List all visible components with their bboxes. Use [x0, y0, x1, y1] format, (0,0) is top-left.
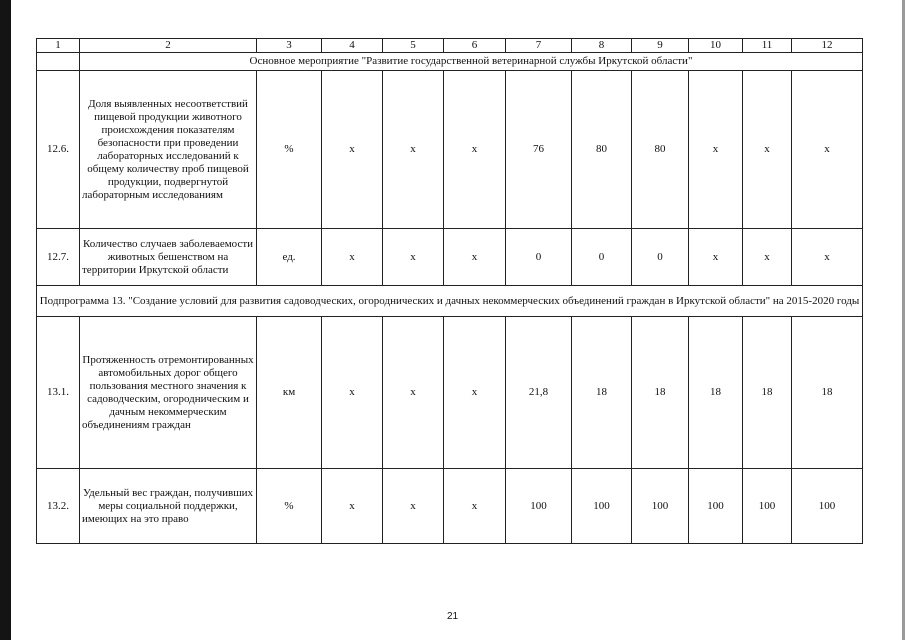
- value-cell: 100: [792, 469, 863, 544]
- value-cell: х: [444, 317, 506, 469]
- column-number: 5: [383, 39, 444, 53]
- column-number-row: [37, 39, 863, 53]
- section-subprogram-row: [37, 286, 863, 317]
- value-cell: 18: [792, 317, 863, 469]
- indicator-name: Удельный вес граждан, получивших меры социальной поддержки, имеющих на это право: [80, 469, 257, 544]
- column-number: 4: [322, 39, 383, 53]
- value-cell: 100: [743, 469, 792, 544]
- value-cell: 76: [506, 71, 572, 229]
- column-number: 10: [689, 39, 743, 53]
- value-cell: х: [444, 229, 506, 286]
- unit: км: [257, 317, 322, 469]
- value-cell: 100: [572, 469, 632, 544]
- unit: ед.: [257, 229, 322, 286]
- value-cell: х: [322, 229, 383, 286]
- value-cell: 0: [506, 229, 572, 286]
- value-cell: х: [383, 71, 444, 229]
- value-cell: х: [383, 229, 444, 286]
- value-cell: х: [689, 229, 743, 286]
- value-cell: х: [383, 317, 444, 469]
- row-number: 13.2.: [37, 469, 80, 544]
- value-cell: 0: [572, 229, 632, 286]
- unit: %: [257, 71, 322, 229]
- value-cell: 80: [632, 71, 689, 229]
- section-title: Основное мероприятие "Развитие государственной ветеринарной службы Иркутской области": [80, 53, 863, 71]
- value-cell: х: [322, 317, 383, 469]
- indicators-table-body: [37, 39, 863, 544]
- value-cell: х: [743, 229, 792, 286]
- section-main-event-row: [37, 53, 863, 71]
- column-number: 6: [444, 39, 506, 53]
- column-number: 12: [792, 39, 863, 53]
- row-number: 12.7.: [37, 229, 80, 286]
- unit: %: [257, 469, 322, 544]
- column-number: 2: [80, 39, 257, 53]
- value-cell: 18: [632, 317, 689, 469]
- value-cell: 100: [689, 469, 743, 544]
- empty-cell: [37, 53, 80, 71]
- value-cell: х: [792, 71, 863, 229]
- value-cell: 100: [506, 469, 572, 544]
- value-cell: 18: [743, 317, 792, 469]
- column-number: 8: [572, 39, 632, 53]
- value-cell: х: [743, 71, 792, 229]
- scan-left-edge: [0, 0, 11, 640]
- value-cell: х: [444, 71, 506, 229]
- value-cell: х: [792, 229, 863, 286]
- column-number: 7: [506, 39, 572, 53]
- row-number: 12.6.: [37, 71, 80, 229]
- value-cell: 80: [572, 71, 632, 229]
- table-row: [37, 71, 863, 229]
- value-cell: х: [383, 469, 444, 544]
- value-cell: 21,8: [506, 317, 572, 469]
- section-title: Подпрограмма 13. "Создание условий для развития садоводческих, огороднических и дачных некоммерческих объединений граждан в Иркутской области" на 2015-2020 годы: [37, 286, 863, 317]
- value-cell: 18: [689, 317, 743, 469]
- indicator-name: Количество случаев заболеваемости животных бешенством на территории Иркутской области: [80, 229, 257, 286]
- row-number: 13.1.: [37, 317, 80, 469]
- indicator-name: Протяженность отремонтированных автомобильных дорог общего пользования местного значения к садоводческим, огородническим и дачным некоммерческим объединениям граждан: [80, 317, 257, 469]
- indicators-table: [36, 38, 863, 544]
- value-cell: х: [322, 71, 383, 229]
- value-cell: х: [689, 71, 743, 229]
- column-number: 1: [37, 39, 80, 53]
- column-number: 9: [632, 39, 689, 53]
- indicator-name: Доля выявленных несоответствий пищевой продукции животного происхождения показателям безопасности при проведении лабораторных исследований к общему количеству проб пищевой продукции, подвергнутой лабораторным исследованиям: [80, 71, 257, 229]
- column-number: 3: [257, 39, 322, 53]
- value-cell: 0: [632, 229, 689, 286]
- value-cell: 100: [632, 469, 689, 544]
- table-row: [37, 229, 863, 286]
- table-row: [37, 469, 863, 544]
- table-row: [37, 317, 863, 469]
- page-number: 21: [446, 611, 459, 622]
- column-number: 11: [743, 39, 792, 53]
- value-cell: х: [322, 469, 383, 544]
- value-cell: 18: [572, 317, 632, 469]
- value-cell: х: [444, 469, 506, 544]
